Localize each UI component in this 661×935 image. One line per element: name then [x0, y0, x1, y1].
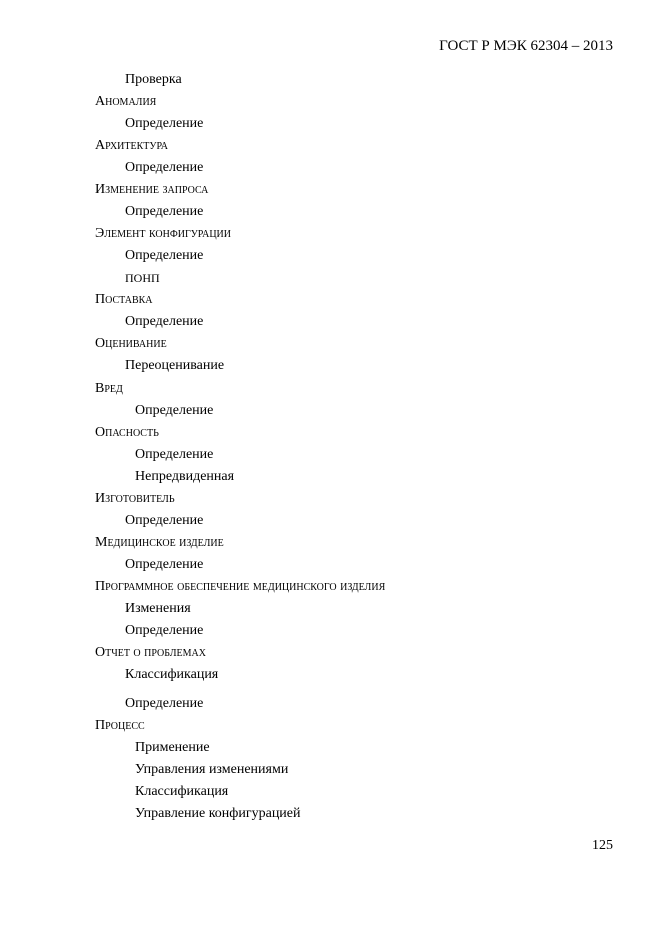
- index-term: Архитектура: [95, 138, 168, 153]
- index-term: Опасность: [95, 425, 159, 440]
- index-subentry: Определение: [125, 204, 204, 219]
- index-term: Аномалия: [95, 94, 157, 109]
- index-subentry: Применение: [135, 740, 210, 755]
- index-subentry: Проверка: [125, 72, 182, 87]
- index-subentry: Определение: [125, 116, 204, 131]
- index-subentry: Переоценивание: [125, 358, 225, 373]
- index-subentry: Классификация: [125, 667, 219, 682]
- index-term: Вред: [95, 381, 123, 396]
- index-term: Процесс: [95, 718, 145, 733]
- index-term: Отчет о проблемах: [95, 645, 207, 660]
- index-abbreviation: ПОНП: [125, 271, 160, 285]
- index-subentry: Непредвиденная: [135, 469, 235, 484]
- index-subentry: Определение: [125, 160, 204, 175]
- document-header: ГОСТ Р МЭК 62304 – 2013: [439, 38, 613, 54]
- index-term: Программное обеспечение медицинского изделия: [95, 579, 386, 594]
- index-term: Элемент конфигурации: [95, 226, 231, 241]
- index-subentry: Управления изменениями: [135, 762, 289, 777]
- index-term: Поставка: [95, 292, 153, 307]
- index-subentry: Управление конфигурацией: [135, 806, 301, 821]
- index-term: Медицинское изделие: [95, 535, 224, 550]
- index-term: Оценивание: [95, 336, 167, 351]
- index-subentry: Определение: [125, 248, 204, 263]
- index-subentry: Классификация: [135, 784, 229, 799]
- index-subentry: Определение: [125, 623, 204, 638]
- index-subentry: Определение: [135, 447, 214, 462]
- page-number: 125: [592, 838, 613, 853]
- index-term: Изготовитель: [95, 491, 175, 506]
- index-subentry: Определение: [135, 403, 214, 418]
- index-subentry: Определение: [125, 314, 204, 329]
- index-subentry: Определение: [125, 557, 204, 572]
- index-subentry: Определение: [125, 513, 204, 528]
- index-subentry: Определение: [125, 696, 204, 711]
- index-subentry: Изменения: [125, 601, 191, 616]
- index-term: Изменение запроса: [95, 182, 209, 197]
